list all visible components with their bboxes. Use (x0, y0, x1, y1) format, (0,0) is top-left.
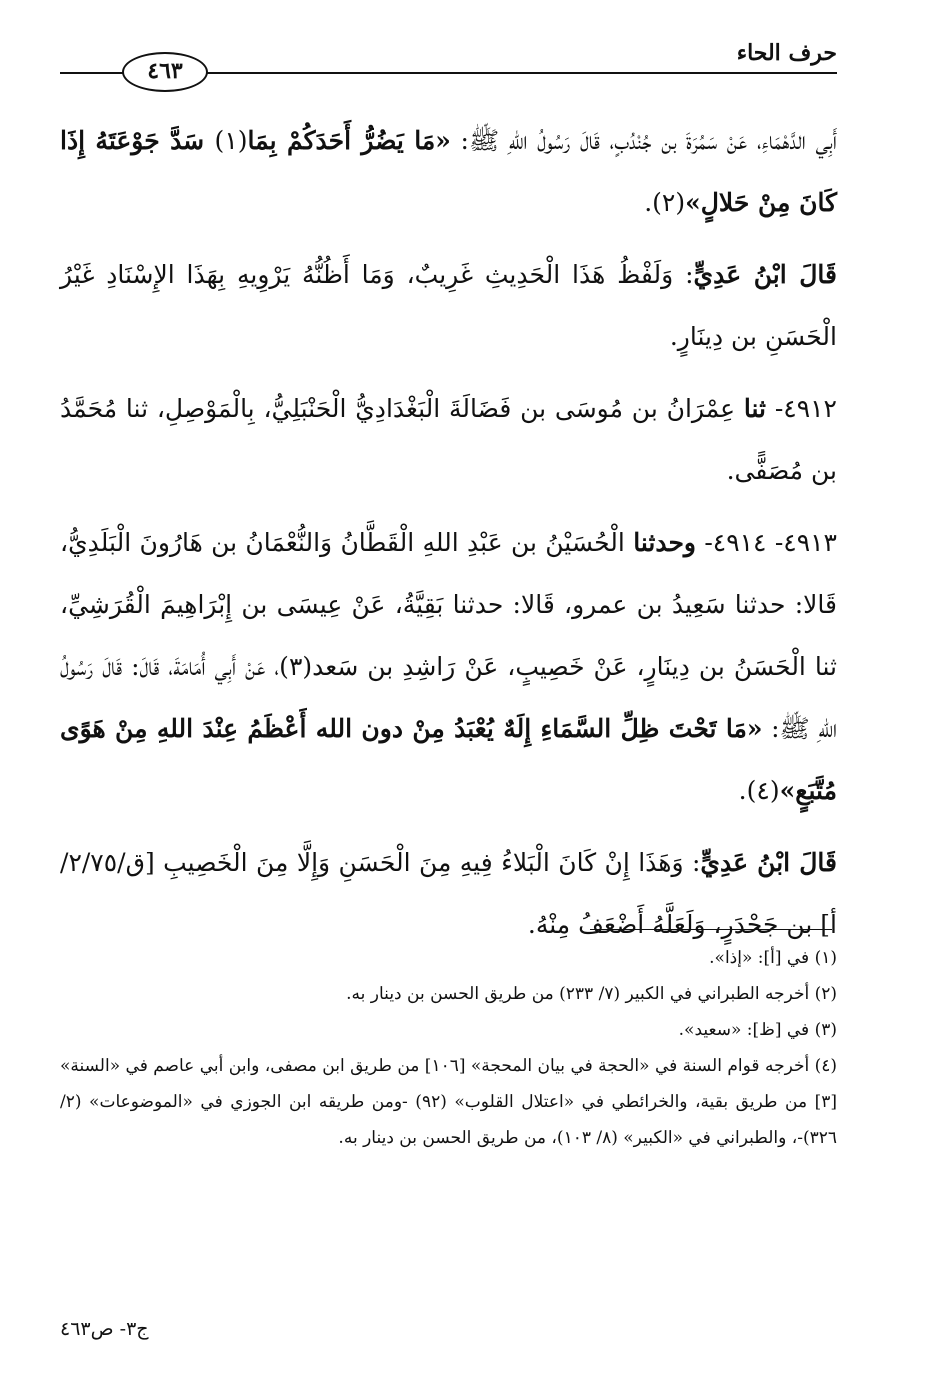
text-run: ، عَنْ أَبِي أُمَامَةَ، قَالَ: قَالَ رَسُولُ اللهِ ﷺ: (60, 652, 838, 743)
footnote-ref: (٤) (746, 776, 780, 805)
chain-keyword: ثنا (743, 394, 766, 423)
main-text (60, 110, 837, 966)
footnote: (١) في [أ]: «إذا». (709, 948, 837, 968)
text-run: : وَلَفْظُ هَذَا الْحَدِيثِ غَرِيبٌ، وَمَا أَظُنُّهُ يَرْوِيهِ بِهَذَا الإِسْنَادِ غَيْرُ الْحَسَنِ بن دِينَارٍ. (60, 260, 837, 351)
paragraph-5 (60, 832, 837, 956)
hadith-text: «مَا يَضُرُّ أَحَدَكُمْ بِمَا (247, 126, 451, 155)
narrator-heading: قَالَ ابْنُ عَدِيٍّ (700, 848, 837, 877)
narrator-heading: قَالَ ابْنُ عَدِيٍّ (693, 260, 837, 289)
paragraph-2 (60, 244, 837, 368)
text-run: . (738, 776, 747, 805)
paragraph-4 (60, 512, 837, 822)
footnote-ref: (١) (214, 126, 248, 155)
hadith-text: سَدَّ جَوْعَتَهُ إِذَا كَانَ مِنْ حَلالٍ» (60, 126, 837, 217)
text-run: عِمْرَانُ بن مُوسَى بن فَضَالَةَ الْبَغْدَادِيُّ الْحَنْبَلِيُّ، بِالْمَوْصِلِ، ثنا مُحَمَّدُ بن مُصَفًّى. (60, 394, 837, 485)
footnote-ref: (٢) (652, 188, 686, 217)
chain-keyword: وحدثنا (633, 528, 696, 557)
footnote: (٤) أخرجه قوام السنة في «الحجة في بيان المحجة» [١٠٦] من طريق ابن مصفى، وابن أبي عاصم في «السنة» [٣] من طريق بقية، والخرائطي في «اعتلال القلوب» (٩٢) -ومن طريقه ابن الجوزي في «الموضوعات» (٢/ ٣٢٦)-، والطبراني في «الكبير» (٨/ ١٠٣)، من طريق الحسن بن دينار به. (60, 1056, 838, 1148)
paragraph-3 (60, 378, 837, 502)
signature-mark: ج٣- ص٤٦٣ (60, 1318, 149, 1340)
text-run: . (644, 188, 653, 217)
hadith-number: ٤٩١٢- (766, 394, 837, 423)
footnote: (٣) في [ظ]: «سعيد». (678, 1020, 837, 1040)
chapter-title: حرف الحاء (736, 40, 837, 66)
footnote: (٢) أخرجه الطبراني في الكبير (٧/ ٢٣٣) من طريق الحسن بن دينار به. (346, 984, 837, 1004)
text-run: الْحُسَيْنُ بن عَبْدِ اللهِ الْقَطَّانُ وَالنُّعْمَانُ بن هَارُونَ الْبَلَدِيُّ، قَالا: حدثنا سَعِيدُ بن عمرو، قَالا: حدثنا بَقِيَّةُ، عَنْ عِيسَى بن إِبْرَاهِيمَ الْقُرَشِيِّ، ثنا الْحَسَنُ بن دِينَارٍ، عَنْ خَصِيبٍ، عَنْ رَاشِدِ بن سَعد (60, 528, 837, 681)
hadith-number: ٤٩١٣- ٤٩١٤- (695, 528, 837, 557)
page-number: ٤٦٣ (122, 52, 208, 92)
text-run: أَبِي الدَّهْمَاءِ، عَنْ سَمُرَةَ بن جُنْدُبٍ، قَالَ رَسُولُ اللهِ ﷺ: (450, 126, 837, 155)
footnotes (60, 940, 837, 1156)
text-run: : وَهَذَا إِنْ كَانَ الْبَلاءُ فِيهِ مِنَ الْحَسَنِ وَإِلَّا مِنَ الْخَصِيبِ [ق/٢/٧٥/أ] بن جَحْدَرٍ، وَلَعَلَّهُ أَضْعَفُ مِنْهُ. (60, 848, 837, 939)
hadith-text: «مَا تَحْتَ ظِلِّ السَّمَاءِ إِلَهٌ يُعْبَدُ مِنْ دون الله أَعْظَمُ عِنْدَ اللهِ مِنْ هَوًى مُتَّبَعٍ» (60, 714, 837, 805)
paragraph-1 (60, 110, 837, 234)
footnote-ref: (٣) (279, 652, 313, 681)
footnote-separator (590, 929, 832, 930)
